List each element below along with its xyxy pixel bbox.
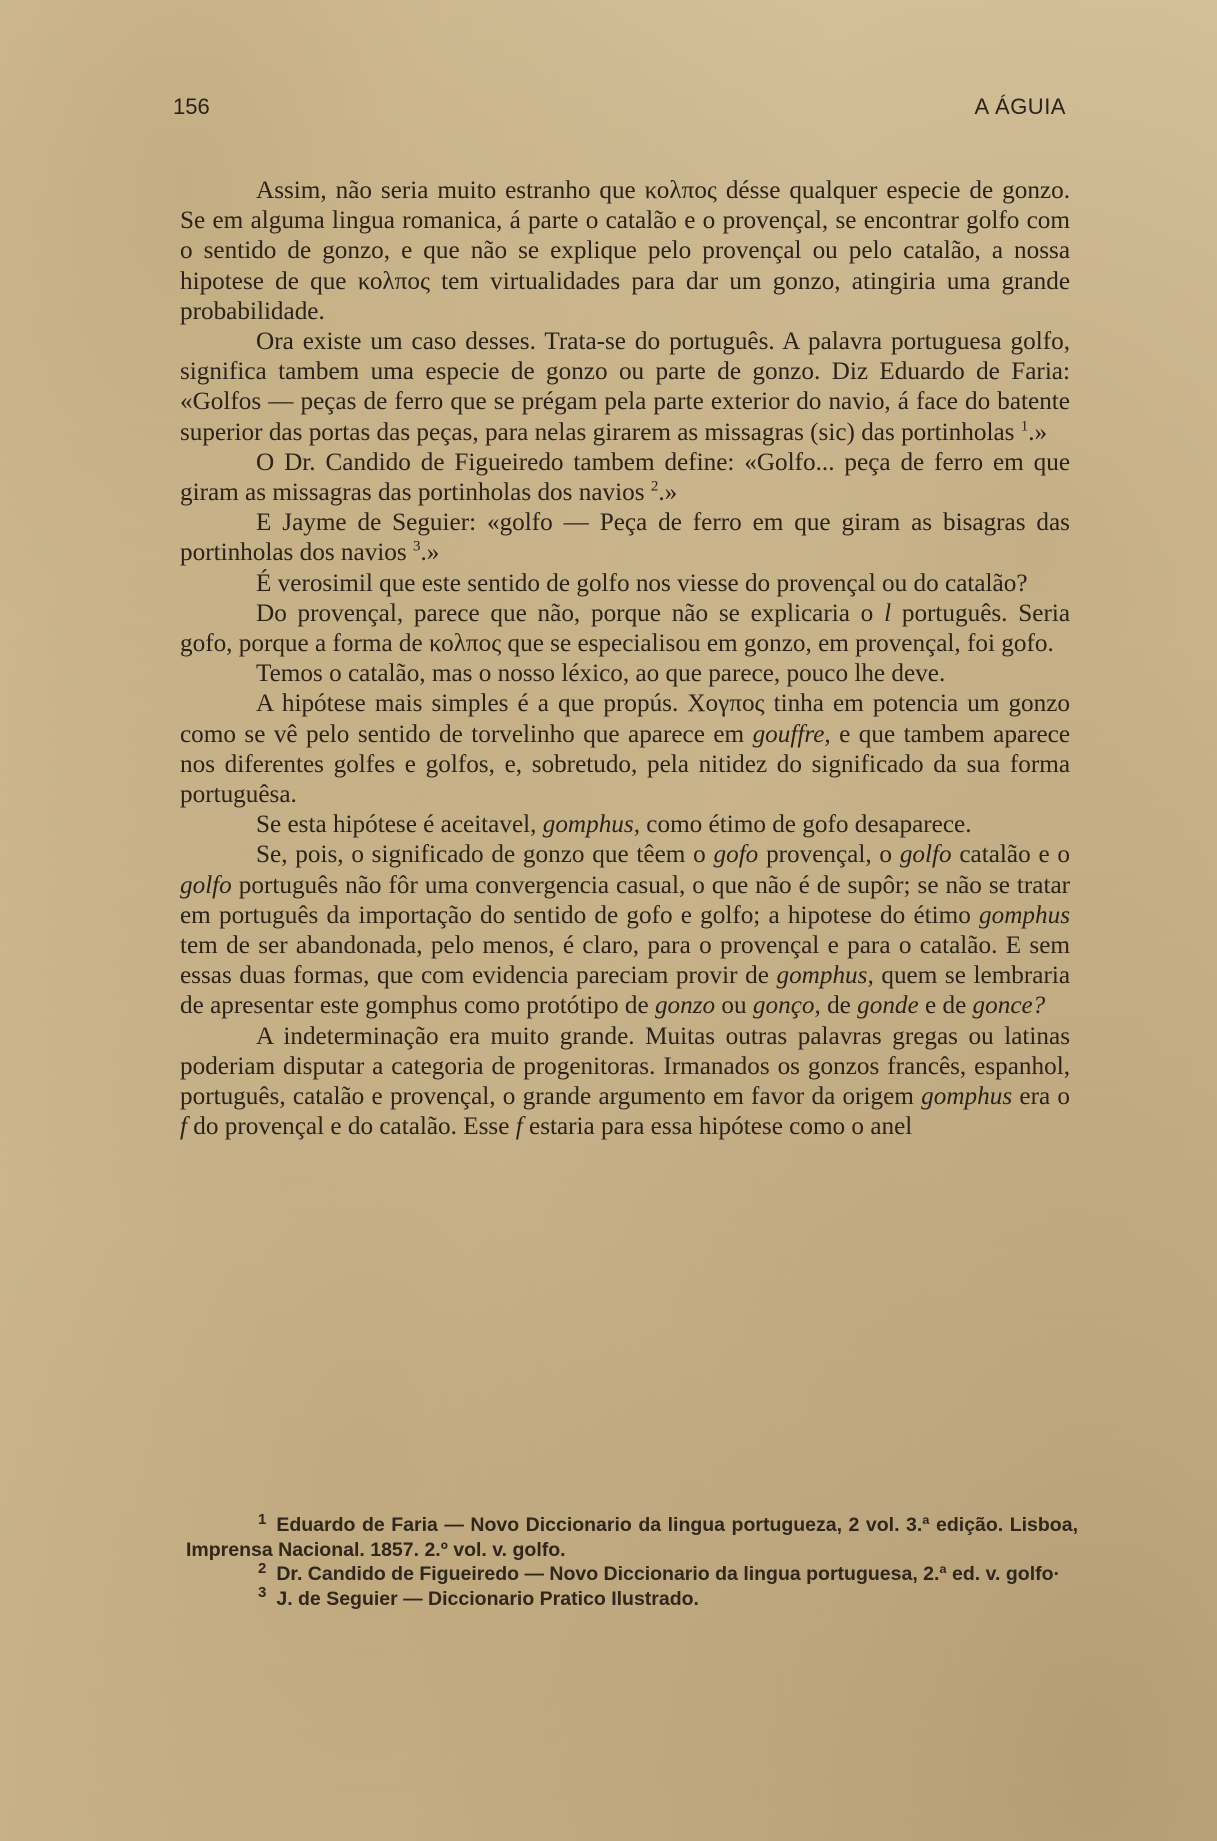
paragraph-text: .» bbox=[658, 479, 678, 507]
italic-term: gomphus bbox=[921, 1083, 1013, 1111]
footnotes bbox=[186, 1510, 1078, 1611]
paragraph bbox=[180, 1022, 1070, 1143]
paragraph bbox=[180, 176, 1070, 327]
italic-term: golfo bbox=[899, 841, 952, 869]
paragraph bbox=[180, 810, 1070, 840]
paragraph bbox=[180, 448, 1070, 508]
paragraph-text: Ora existe um caso desses. Trata-se do português. A palavra portuguesa golfo, significa tambem uma especie de gonzo ou parte de gonzo. Diz Eduardo de Faria: «Golfos — peças de ferro que se prégam pela parte exterior do navio, á face do batente superior das portas das peças, para nelas girarem as missagras (sic) das portinholas bbox=[180, 328, 1070, 446]
italic-term: gofo bbox=[713, 841, 759, 869]
footnote-mark: 1 bbox=[258, 1510, 267, 1528]
paragraph-text: Assim, não seria muito estranho que κολπος désse qualquer especie de gonzo. Se em alguma lingua romanica, á parte o catalão e o provençal, se encontrar golfo com o sentido de gonzo, e que não se explique pelo provençal ou pelo catalão, a nossa hipotese de que κολπος tem virtualidades para dar um gonzo, atingiria uma grande probabilidade. bbox=[180, 177, 1070, 325]
footnote bbox=[186, 1559, 1078, 1587]
footnote-text: Eduardo de Faria — Novo Diccionario da lingua portugueza, 2 vol. 3.ª edição. Lisboa, Imprensa Nacional. 1857. 2.º vol. v. golfo. bbox=[186, 1514, 1078, 1561]
paragraph-text: como étimo de gofo desaparece. bbox=[646, 811, 972, 839]
italic-term: gonzo bbox=[654, 992, 716, 1020]
paragraph-text: O Dr. Candido de Figueiredo tambem define: «Golfo... peça de ferro em que giram as missagras das portinholas dos navios bbox=[180, 448, 1070, 507]
italic-term: l bbox=[884, 599, 892, 627]
italic-term: gonço, bbox=[752, 992, 821, 1020]
footnote-ref: 3 bbox=[412, 539, 421, 556]
footnote-mark: 2 bbox=[258, 1559, 267, 1577]
paragraph-text: estaria para essa hipótese como o anel bbox=[529, 1113, 913, 1141]
italic-term: f bbox=[180, 1113, 187, 1141]
paragraph-text: Do provençal, parece que não, porque não se explicaria o bbox=[256, 599, 874, 627]
italic-term: gomphus bbox=[979, 901, 1071, 929]
paragraph-text: português. Seria gofo, porque a forma de κολπος que se especialisou em gonzo, em provençal, foi gofo. bbox=[180, 599, 1071, 658]
paragraph-text: catalão e o bbox=[959, 841, 1071, 869]
italic-term: f bbox=[515, 1113, 523, 1141]
page-header bbox=[173, 94, 1066, 126]
paragraph bbox=[180, 599, 1070, 659]
paragraph-text: .» bbox=[1028, 418, 1048, 446]
italic-term: gomphus, bbox=[776, 962, 874, 990]
footnote-text: Dr. Candido de Figueiredo — Novo Diccionario da lingua portuguesa, 2.ª ed. v. golfo· bbox=[276, 1563, 1061, 1585]
footnote-ref: 1 bbox=[1020, 418, 1029, 435]
footnote-text: J. de Seguier — Diccionario Pratico Ilustrado. bbox=[276, 1587, 699, 1610]
paragraph-text: A hipótese mais simples é a que propús. Χογπος tinha em potencia um gonzo como se vê pelo sentido de torvelinho que aparece em bbox=[180, 690, 1070, 748]
paragraph-text: ou bbox=[721, 992, 747, 1020]
paragraph-text: era o bbox=[1019, 1083, 1071, 1111]
paragraph-text: português não fôr uma convergencia casual, o que não é de supôr; se não se tratar em português da importação do sentido de gofo e golfo; a hipotese do étimo bbox=[180, 871, 1071, 929]
paragraph bbox=[180, 659, 1070, 689]
italic-term: gomphus, bbox=[542, 811, 640, 839]
footnote-ref: 2 bbox=[650, 478, 659, 495]
footnote bbox=[186, 1584, 1078, 1612]
paragraph-text: Temos o catalão, mas o nosso léxico, ao que parece, pouco lhe deve. bbox=[256, 660, 946, 688]
paragraph-text: e que tambem aparece nos diferentes golfes e golfos, e, sobretudo, pela nitidez do significado da sua forma portuguêsa. bbox=[180, 720, 1071, 809]
paragraph-text: A indeterminação era muito grande. Muitas outras palavras gregas ou latinas poderiam disputar a categoria de progenitoras. Irmanados os gonzos francês, espanhol, português, catalão e provençal, o grande argumento em favor da origem bbox=[180, 1022, 1070, 1111]
paragraph-text: do provençal e do catalão. Esse bbox=[193, 1113, 510, 1141]
italic-term: golfo bbox=[180, 871, 232, 899]
running-title: A ÁGUIA bbox=[974, 94, 1066, 119]
paragraph-text: .» bbox=[420, 539, 440, 567]
paragraph-text: E Jayme de Seguier: «golfo — Peça de ferro em que giram as bisagras das portinholas dos navios bbox=[180, 509, 1070, 567]
italic-term: gonde bbox=[857, 992, 919, 1020]
paragraph-text: de bbox=[827, 992, 851, 1020]
italic-term: gouffre, bbox=[752, 720, 831, 748]
paragraph-text: É verosimil que este sentido de golfo nos viesse do provençal ou do catalão? bbox=[256, 569, 1028, 597]
page-number: 156 bbox=[173, 94, 210, 119]
paragraph bbox=[180, 840, 1070, 1021]
paragraph bbox=[180, 327, 1070, 448]
footnote bbox=[186, 1510, 1078, 1562]
paragraph-text: provençal, o bbox=[766, 841, 893, 869]
paragraph-text: e de bbox=[925, 992, 967, 1020]
paragraph bbox=[180, 689, 1070, 810]
footnote-mark: 3 bbox=[258, 1584, 267, 1601]
italic-term: gonce? bbox=[972, 992, 1046, 1020]
body-text bbox=[180, 176, 1070, 1143]
paragraph-text: tem de ser abandonada, pelo menos, é claro, para o provençal e para o catalão. E sem essas duas formas, que com evidencia pareciam provir de bbox=[180, 932, 1070, 990]
paragraph-text: Se, pois, o significado de gonzo que têem o bbox=[256, 841, 706, 869]
paragraph bbox=[180, 569, 1070, 599]
paragraph-text: Se esta hipótese é aceitavel, bbox=[256, 811, 537, 839]
paragraph bbox=[180, 508, 1070, 568]
paragraph-text: quem se lembraria de apresentar este gomphus como protótipo de bbox=[180, 962, 1071, 1020]
